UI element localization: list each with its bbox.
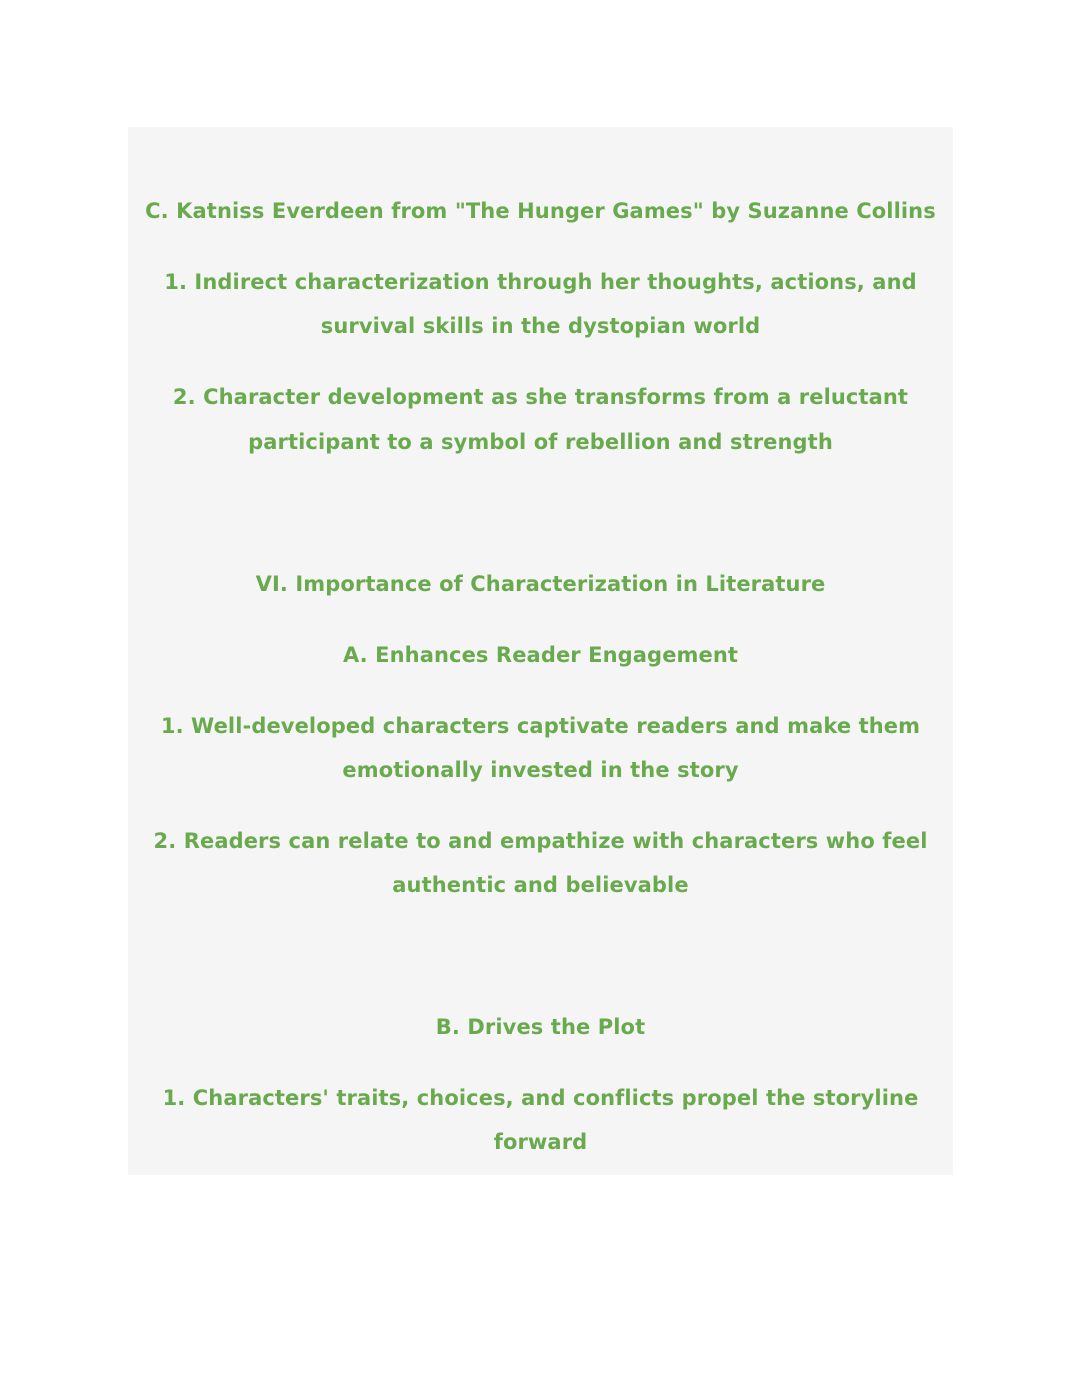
section-c-point-2-line-2: participant to a symbol of rebellion and strength bbox=[248, 430, 833, 454]
subsection-a-point-1-line-1: 1. Well-developed characters captivate readers and make them bbox=[160, 714, 921, 738]
section-vi-heading: VI. Importance of Characterization in Literature bbox=[255, 572, 826, 596]
subsection-b-heading: B. Drives the Plot bbox=[435, 1015, 646, 1039]
section-c-point-1-line-2: survival skills in the dystopian world bbox=[320, 314, 761, 338]
subsection-b-point-1-line-2: forward bbox=[493, 1130, 588, 1154]
subsection-a-heading: A. Enhances Reader Engagement bbox=[342, 643, 739, 667]
section-c-point-1-line-1: 1. Indirect characterization through her thoughts, actions, and bbox=[164, 270, 917, 294]
section-c-point-2-line-1: 2. Character development as she transforms from a reluctant bbox=[172, 385, 909, 409]
subsection-a-point-2-line-1: 2. Readers can relate to and empathize with characters who feel bbox=[153, 829, 928, 853]
subsection-a-point-2-line-2: authentic and believable bbox=[392, 873, 689, 897]
section-c-heading: C. Katniss Everdeen from "The Hunger Games" by Suzanne Collins bbox=[145, 199, 936, 223]
subsection-b-point-1-line-1: 1. Characters' traits, choices, and conflicts propel the storyline bbox=[162, 1086, 919, 1110]
subsection-a-point-1-line-2: emotionally invested in the story bbox=[342, 758, 739, 782]
